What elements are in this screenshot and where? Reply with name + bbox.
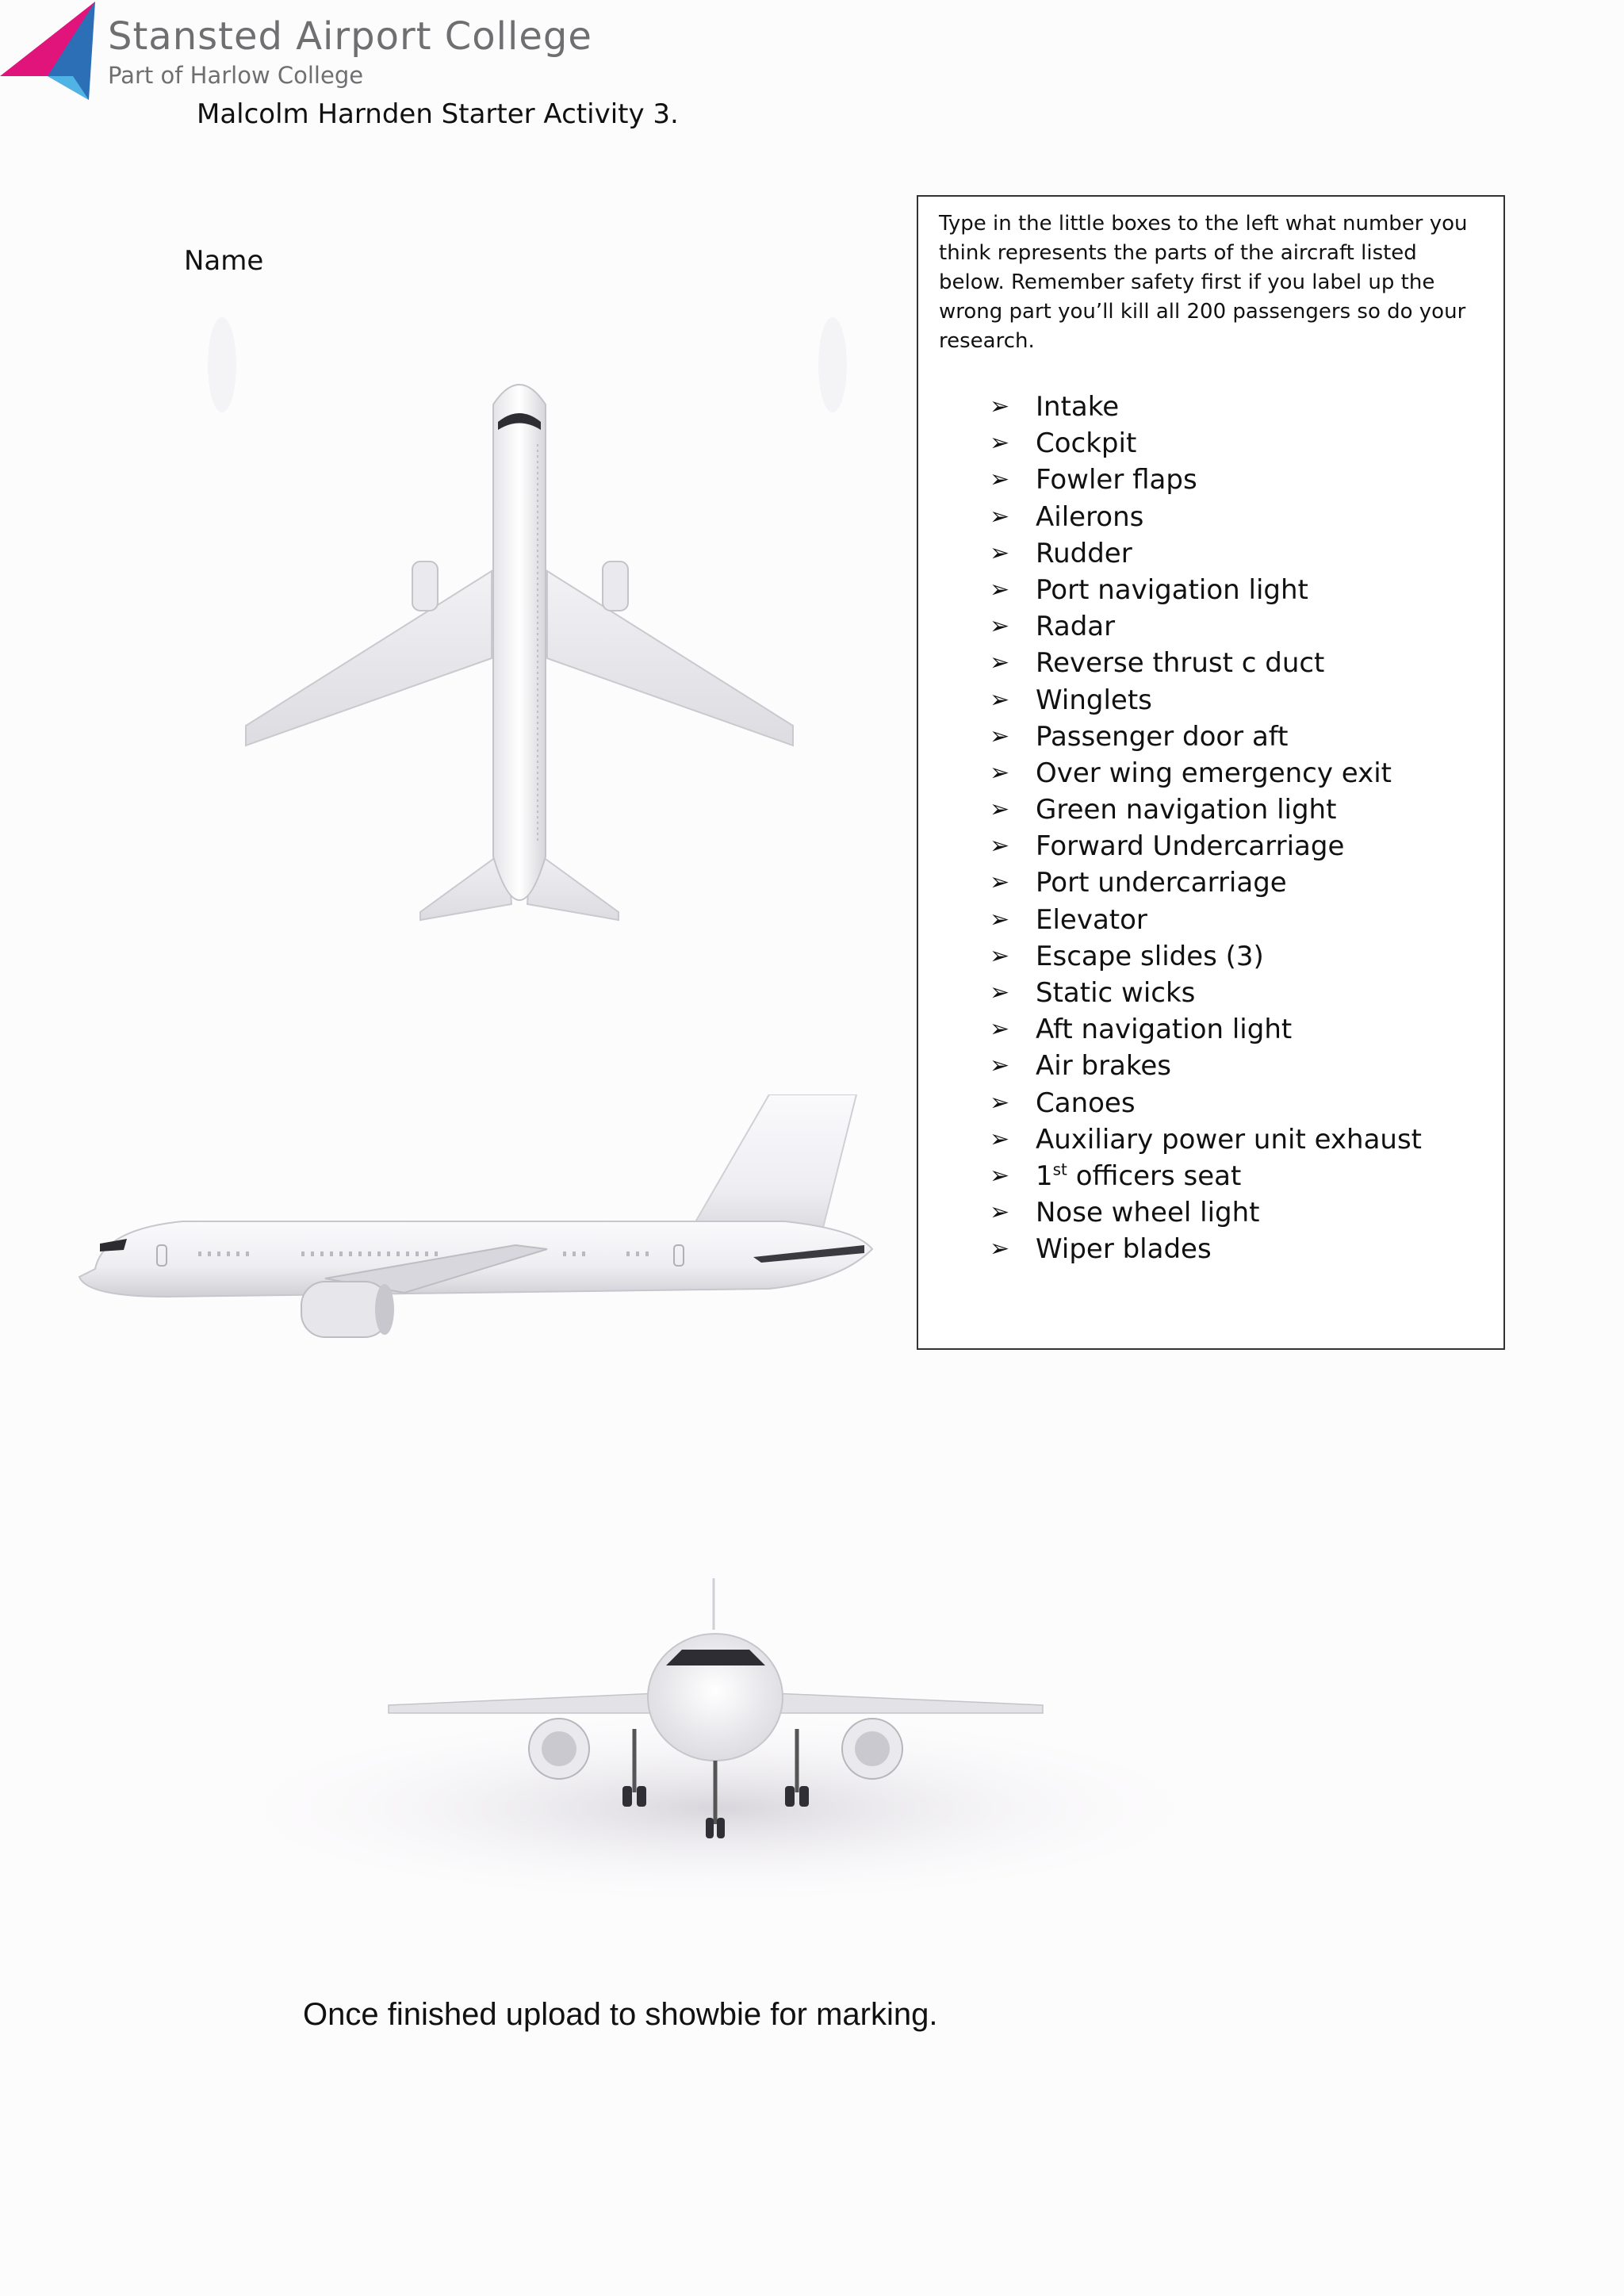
arrow-bullet-icon: ➢ — [990, 1198, 1010, 1227]
list-item: ➢ Cockpit — [990, 425, 1422, 462]
list-item: ➢ Nose wheel light — [990, 1194, 1422, 1231]
arrow-bullet-icon: ➢ — [990, 1015, 1010, 1044]
arrow-bullet-icon: ➢ — [990, 466, 1010, 494]
arrow-bullet-icon: ➢ — [990, 979, 1010, 1006]
list-item: ➢ Aft navigation light — [990, 1011, 1422, 1048]
aircraft-front-view-image — [190, 1554, 1245, 1967]
arrow-bullet-icon: ➢ — [990, 649, 1010, 677]
list-item: ➢ Static wicks — [990, 975, 1422, 1011]
college-logo-icon — [0, 0, 100, 102]
arrow-bullet-icon: ➢ — [990, 795, 1010, 824]
list-item: ➢ Port navigation light — [990, 572, 1422, 608]
arrow-bullet-icon: ➢ — [990, 575, 1010, 604]
list-item: ➢ Canoes — [990, 1085, 1422, 1121]
arrow-bullet-icon: ➢ — [990, 502, 1010, 531]
footer-instruction: Once finished upload to showbie for marking. — [303, 1997, 938, 2032]
arrow-bullet-icon: ➢ — [990, 758, 1010, 787]
list-item: ➢ Rudder — [990, 535, 1422, 572]
list-item: ➢ Green navigation light — [990, 792, 1422, 828]
arrow-bullet-icon: ➢ — [990, 429, 1010, 458]
list-item: ➢ Port undercarriage — [990, 864, 1422, 901]
arrow-bullet-icon: ➢ — [990, 868, 1010, 897]
parts-list — [990, 389, 1422, 1268]
list-item: ➢ Air brakes — [990, 1048, 1422, 1084]
list-item: ➢ Reverse thrust c duct — [990, 645, 1422, 681]
list-item: ➢ Winglets — [990, 682, 1422, 719]
arrow-bullet-icon: ➢ — [990, 1235, 1010, 1263]
list-item: ➢ Intake — [990, 389, 1422, 425]
arrow-bullet-icon: ➢ — [990, 941, 1010, 970]
college-subtitle: Part of Harlow College — [108, 62, 364, 89]
list-item: ➢ 1st officers seat — [990, 1158, 1422, 1194]
arrow-bullet-icon: ➢ — [990, 1125, 1010, 1153]
aircraft-top-view-image — [198, 286, 872, 936]
list-item: ➢ Forward Undercarriage — [990, 828, 1422, 864]
arrow-bullet-icon: ➢ — [990, 1161, 1010, 1190]
activity-title: Malcolm Harnden Starter Activity 3. — [197, 98, 679, 130]
arrow-bullet-icon: ➢ — [990, 612, 1010, 641]
list-item: ➢ Auxiliary power unit exhaust — [990, 1121, 1422, 1158]
list-item: ➢ Radar — [990, 608, 1422, 645]
list-item: ➢ Fowler flaps — [990, 462, 1422, 498]
instructions-text: Type in the little boxes to the left what number you think represents the parts of the aircraft listed below. Remember safety first if you label up the wrong part you’ll kill all 200 passengers so do your research. — [939, 212, 1468, 353]
arrow-bullet-icon: ➢ — [990, 722, 1010, 750]
list-item: ➢ Ailerons — [990, 499, 1422, 535]
instruction-box — [917, 195, 1505, 1350]
list-item: ➢ Escape slides (3) — [990, 938, 1422, 975]
arrow-bullet-icon: ➢ — [990, 905, 1010, 933]
list-item: ➢ Wiper blades — [990, 1231, 1422, 1267]
list-item: ➢ Elevator — [990, 902, 1422, 938]
college-name: Stansted Airport College — [108, 14, 592, 59]
arrow-bullet-icon: ➢ — [990, 832, 1010, 861]
arrow-bullet-icon: ➢ — [990, 1052, 1010, 1080]
aircraft-side-view-image — [71, 1094, 896, 1372]
list-item: ➢ Passenger door aft — [990, 719, 1422, 755]
name-label: Name — [184, 245, 264, 277]
arrow-bullet-icon: ➢ — [990, 539, 1010, 567]
arrow-bullet-icon: ➢ — [990, 393, 1010, 420]
list-item: ➢ Over wing emergency exit — [990, 755, 1422, 792]
arrow-bullet-icon: ➢ — [990, 1088, 1010, 1117]
arrow-bullet-icon: ➢ — [990, 685, 1010, 714]
